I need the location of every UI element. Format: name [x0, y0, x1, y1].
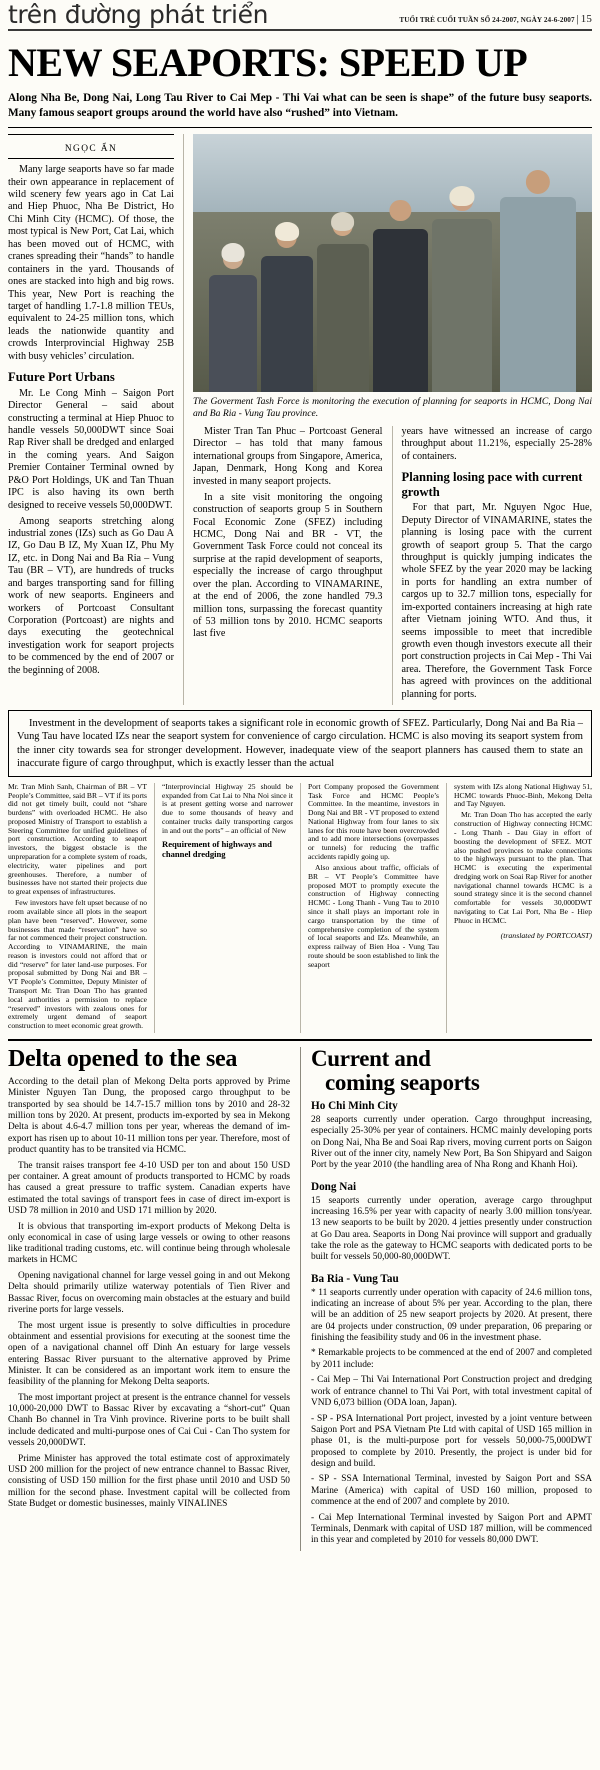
photo-figure-body — [209, 275, 257, 392]
panel-delta-opened — [8, 1047, 300, 1551]
boxed-note — [8, 710, 592, 777]
brvt-p1: * 11 seaports currently under operation with capacity of 24.6 million tons, indicating an increase of about 5% per year. According to the plan, there will be an addition of 25 new seaport projects by 2020. At present, there are 04 projects under construction, 09 under preparation, 06 preparing or finishing the feasibility study and 06 in the investment phase. — [311, 1287, 592, 1343]
delta-p7: Prime Minister has approved the total estimate cost of approximately USD 200 million for the project of new entrance channel to Bassac River, consisting of USD 150 million for the first phase until 2010 and USD 50 million for the second phase. Investment capital will be collected from State Budget or domestic businesses, mainly VINALINES — [8, 1453, 290, 1509]
subhead-future-port-urbans: Future Port Urbans — [8, 370, 115, 385]
photo-figure — [209, 243, 257, 393]
tail-1-p2: Few investors have felt upset because of no room available since all plots in the seaport plan have been “reserved”. However, some businesses that made “reservation” have so far not commenced their project construction. According to VINAMARINE, the main reason is investors could not afford that or did “reserve” for later land-use purposes. For proposal submitted by Dong Nai and BR – VT People’s Committee, Deputy Minister of Transport Mr. Tran Doan Tho has granted local authorities a permission to replace “reserved” investors with zealous ones for extremely urgent demand of seaport construction to meet economic great growth. — [8, 898, 147, 1031]
subhead-requirement-of-highways: Requirement of highways and channel dredging — [162, 839, 272, 860]
tail-columns — [8, 783, 592, 1033]
tail-3-p1: Port Company proposed the Government Task Force and HCMC People’s Committee. In the meantime, investors in Dong Nai and BR - VT proposed to extend National Highway from four lanes to six lanes for this route have been overcrowded and to add more intersections (overpasses or tunnels) for reducing the traffic accidents rapidly going up. — [308, 781, 439, 862]
page-title: NEW SEAPORTS: SPEED UP — [8, 40, 528, 86]
future-port-urbans-p2: Among seaports stretching along industrial zones (IZs) such as Go Dau A IZ, Go Dau B IZ, My Xuan IZ, Phu My IZ, etc. in Dong Nai and Ba Ria – Vung Tau (BR – VT), are hundreds of trucks and barges transporting sand for filling work of new seaports. Engineers and workers of Portcoast Consultant Corporation (Portcoast) are nights and days executing the geotechnical investigation work for seaport projects to be commenced by the end of 2007 or the beginning of 2008. — [8, 515, 174, 676]
dong-nai-p1: 15 seaports currently under operation, average cargo throughput increasing 16.5% per year with capacity of nearly 3.00 million tons/year. 13 new seaports to be built by 2020. 4 jetties presently under construction at Go Dau area. Seaports in Dong Nai province will support and gradually take the role as the gateway to HCMC seaports with dedicated ports to be built for vessels 50,000-80,000DWT. — [311, 1195, 592, 1263]
issue-text: TUỔI TRẺ CUỐI TUẦN SỐ 24-2007, NGÀY 24-6-2007 — [399, 16, 575, 25]
photo-figure-helmet — [275, 222, 299, 241]
hcmc-p1: 28 seaports currently under operation. Cargo throughput increasing, especially 25-30% per year of containers. HCMC mainly developing ports on Dong Nai, Nha Be and Soai Rap rivers, moving current ports on Saigon River out of the inner city, namely New Port, Ba Son Shipyard and Saigon Port by the year 2010 (the handling area of Nha Rong and Khanh Hoi). — [311, 1114, 592, 1171]
masthead-issue-line — [399, 13, 592, 28]
delta-p6: The most important project at present is the entrance channel for vessels 10,000-20,000 DWT to Bassac River by excavating a “short-cut” Quan Chanh Bo channel in Tra Vinh province. Riverine ports to be built shall include dedicated and multi-purpose ones of Cai Cui - Can Tho system for vessels 20,000DWT. — [8, 1392, 290, 1449]
photo-figure — [500, 165, 576, 392]
intro-paragraph: Many large seaports have so far made their own appearance in replacement of wild scenery few years ago in Cat Lai and Hiep Phuoc, Nha Be District, Ho Chi Minh City (HCMC). Of those, the most typical is New Port, Cat Lai, which has been moved out of HCMC, with cranes spreading their “hands” to handle containers in the yard. Thousands of ones are stacked into high and big rows. This year, New Port is reaching the target of handling 1.7-1.8 million TEUs, equivalent to 24-25 million tons, which leads the nationwide quantity and crowds Interprovincial Highway 25B with busy vehicles’ circulation. — [8, 164, 174, 362]
byline: NGỌC ẨN — [64, 144, 118, 155]
divider-above-byline — [8, 134, 174, 135]
photo-figure-body — [500, 197, 576, 392]
brvt-p6: - Cai Mep International Terminal invested by Saigon Port and APMT Terminals, Denmark with capital of USD 187 million, will be commenced in this year and completed by 2010 for vessels 80,000 DWT. — [311, 1512, 592, 1546]
tail-column-4 — [446, 783, 592, 1033]
divider-under-standfirst — [8, 127, 592, 128]
tail-4-p1: system with IZs along National Highway 51, HCMC towards Phuoc-Binh, Mekong Delta and Tay Nguyen. — [454, 781, 592, 809]
photo-figure-helmet — [450, 186, 475, 207]
delta-p5: The most urgent issue is presently to solve difficulties in procedure obtainment and essential provisions for executing at the soonest time the open of a navigational channel off Dinh An estuary for large vessels entering Bassac River pursuant to the alternative approved by Prime Minister. It can be considered as an important work item to ensure the feasibility of the planning for Mekong Delta seaports. — [8, 1320, 290, 1388]
mid-column-p2: In a site visit monitoring the ongoing construction of seaports group 5 in Southern Focal Economic Zone (SFEZ) including HCMC, Dong Nai and BR - VT, the Government Task Force could not conceal its surprise at the rapid development of seaports, especially the increase of cargo throughput over the plan. According to VINAMARINE, at the end of 2006, the zone handled 79.3 million tons, surpassing the forecast quantity of 53 million tons by 2010. HCMC seaports last five — [193, 491, 383, 640]
photo-figure-head — [526, 170, 550, 194]
photo-figure-body — [317, 244, 369, 392]
delta-p3: It is obvious that transporting im-export products of Mekong Delta is only economical in case of using large vessels or owing to other reasons like traditional trading customs, etc. will continue being through wholesale markets in HCMC — [8, 1221, 290, 1266]
tail-column-1 — [8, 783, 154, 1033]
right-column — [393, 426, 593, 705]
photo-figure — [261, 222, 313, 392]
delta-p1: According to the detail plan of Mekong Delta ports approved by Prime Minister Nguyen Tan Dung, the proposed cargo throughput to be transported by sea should be 14.7-15.7 million tons by 2010 and 28-32 million tons by 2020. At present, products im-exported by sea in Mekong Delta is about 4.6-4.7 million tons per year, whereas the demand of im-export has risen up to about 10-11 million tons per year. Therefore, most of product quantity has to be transited via HCMC. — [8, 1077, 290, 1156]
tail-2-p1: “Interprovincial Highway 25 should be expanded from Cat Lai to Nha Noi since it is at present getting worse and narrower due to some thousands of heavy and container trucks daily transporting cargos in and out the ports” – an official of New — [162, 781, 293, 835]
tail-column-2 — [154, 783, 300, 1033]
delta-p2: The transit raises transport fee 4-10 USD per ton and about 150 USD per container. A great amount of products transported to HCMC by roads has caused a great pressure to traffic system. Canadian experts have estimated the total savings of transport fees in case of direct im-export is USD 78 million in 2010 and USD 171 million by 2020. — [8, 1160, 290, 1216]
issue-separator: | — [576, 13, 579, 26]
photo-figure — [432, 186, 492, 392]
city-heading-dong-nai: Dong Nai — [311, 1180, 357, 1193]
standfirst: Along Nha Be, Dong Nai, Long Tau River to Cai Mep - Thi Vai what can be seen is shape” of the future busy seaports. Many famous seaport groups around the world have also “rushed” into Vietnam. — [8, 92, 592, 119]
tail-4-p2: Mr. Tran Doan Tho has accepted the early construction of Highway connecting HCMC - Long Thanh - Dau Giay in effort of boosting the development of SFEZ. MOT also pushed provinces to make connections to the highways pursuant to the plan. That HCMC is executing the experimental dredging work on Soai Rap River for another navigational channel towards HCMC is a sound strategy since it is the second channel comfortable for vessels 30,000DWT navigating to Cat Lai Port, Nha Be - Hiep Phuoc in HCMC. — [454, 810, 592, 925]
brvt-p2: * Remarkable projects to be commenced at the end of 2007 and completed by 2011 include: — [311, 1348, 592, 1370]
delta-p4: Opening navigational channel for large vessel going in and out Mekong Delta should primarily utilize waterway potentials of Tien River and Bassac River, focus on overcoming main obstacles at the estuary and build riverine ports for large vessels. — [8, 1271, 290, 1316]
boxed-note-text: Investment in the development of seaports takes a significant role in economic growth of SFEZ. Particularly, Dong Nai and Ba Ria – Vung Tau have located IZs near the seaport system for convenience of cargo circulation. HCMC is also moving its seaport system from the inner city towards sea for stronger development. However, inadequate view of the seaport planners has caused them to state an inaccurate figure of cargo throughput, which is exactly lesser than the actual — [17, 717, 583, 770]
brvt-p5: - SP - SSA International Terminal, invested by Saigon Port and SSA Marine (America) with capital of USD 160 million, proposed to commence at the end of 2007 and complete by 2010. — [311, 1474, 592, 1508]
right-column-p1: years have witnessed an increase of cargo throughput about 11.21%, especially 25-28% of containers. — [401, 425, 592, 462]
panel-title-current-coming — [311, 1047, 592, 1095]
photo-figure — [317, 212, 369, 393]
page-number: 15 — [580, 13, 592, 26]
city-heading-hcmc: Ho Chi Minh City — [311, 1099, 398, 1112]
photo-figure-body — [261, 256, 313, 392]
photo-figure-body — [373, 229, 429, 392]
tail-1-p1: Mr. Tran Minh Sanh, Chairman of BR – VT People’s Committee, said BR – VT if its ports did not get timely built, could not “share burdens” with overloaded HCMC. He also proposed Ministry of Transport to establish a Steering Committee for unified guidelines of port construction. According to seaport investors, the biggest obstacle is the unpreparation for a complete system of roads, electricity, water pipelines and port greenhouses. Therefore, a number of businesses have not started their projects due to great expenses of infrastructures. — [8, 781, 147, 897]
panel-title-delta: Delta opened to the sea — [8, 1046, 238, 1073]
tail-column-3 — [300, 783, 446, 1033]
brvt-p3: - Cai Mep – Thi Vai International Port Construction project and dredging work of entrance channel to Thi Vai Port, with total investment capital of VND 6,073 billion (ODA loan, Japan). — [311, 1375, 592, 1408]
masthead — [8, 0, 592, 31]
city-heading-ba-ria-vung-tau: Ba Ria - Vung Tau — [311, 1272, 399, 1285]
photo-figure-body — [432, 219, 492, 392]
subhead-planning-losing-pace: Planning losing pace with current growth — [401, 470, 583, 499]
future-port-urbans-p1: Mr. Le Cong Minh – Saigon Port Director General – said about constructing a terminal at Hiep Phuoc to handle vessels 50,000DWT since Soai Rap River shall be dredged and enlarged in the coming years. And Saigon Premier Container Terminal owned by P&O Port Holdings, UK and Tan Thuan IPC is also having its own berth designed to receive vessels 50,000DWT. — [8, 387, 174, 511]
photo-figure-helmet — [331, 212, 355, 232]
photo-block — [184, 134, 592, 705]
photo-task-force — [193, 134, 592, 392]
brvt-p4: - SP - PSA International Port project, invested by a joint venture between Saigon Port and PSA Vietnam Pte Ltd with capital of USD 165 million in phase 01, is the multi-purpose port for vessels 50,000-75,000DWT proposed to complete by 2010. Presently, the project is under bid for design and build. — [311, 1413, 592, 1469]
photo-figure-helmet — [221, 243, 244, 262]
divider-below-byline — [8, 158, 174, 159]
bottom-panels — [8, 1039, 592, 1551]
panel-current-coming-seaports — [300, 1047, 592, 1551]
photo-caption: The Goverment Tash Force is monitoring the execution of planning for seaports in HCMC, Dong Nai and Ba Ria - Vung Tau province. — [193, 396, 592, 420]
photo-figure — [373, 196, 429, 392]
intro-column — [8, 134, 184, 705]
top-block — [8, 134, 592, 705]
translator-credit: (translated by PORTCOAST) — [500, 930, 592, 940]
panel-title-line2: coming seaports — [325, 1070, 480, 1096]
panel-title-line1: Current and — [311, 1046, 431, 1072]
mid-column-p1: Mister Tran Tan Phuc – Portcoast General Director – has told that many famous international groups from Singapore, America, Japan, Denmark, Hong Kong and Korea invested in many seaport projects. — [193, 425, 383, 487]
tail-3-p2: Also anxious about traffic, officials of BR – VT People’s Committee have proposed MOT to promptly execute the construction of Highway connecting HCMC - Long Thanh - Vung Tau to 2010 since it shall plays an important role in cargo transportation by the time of comprehensive completion of the system of local seaports and IZs. Meanwhile, an express railway of Bien Hoa - Vung Tau route should be soon established to link the seaport — [308, 863, 439, 969]
right-column-p2: For that part, Mr. Nguyen Ngoc Hue, Deputy Director of VINAMARINE, states the planning is losing pace with the current growth of seaport group 5. That the cargo throughput is quickly jumping indicates the whole SFEZ by the year 2020 may be lacking in ports for handling an extra number of cargos up to 32.7 million tons, especially for im-exported containers increasing at high rate after Vietnam joining WTO. And thus, it seems impossible to meet that incredible growth even though investors execute all their port construction projects in Cai Mep - Thi Vai area. Therefore, the Government Task Force has agreed with provinces on the additional planning for ports. — [401, 502, 592, 700]
photo-figure-head — [390, 200, 411, 221]
mid-column — [193, 426, 393, 705]
masthead-logo: trên đường phát triển — [8, 0, 269, 29]
